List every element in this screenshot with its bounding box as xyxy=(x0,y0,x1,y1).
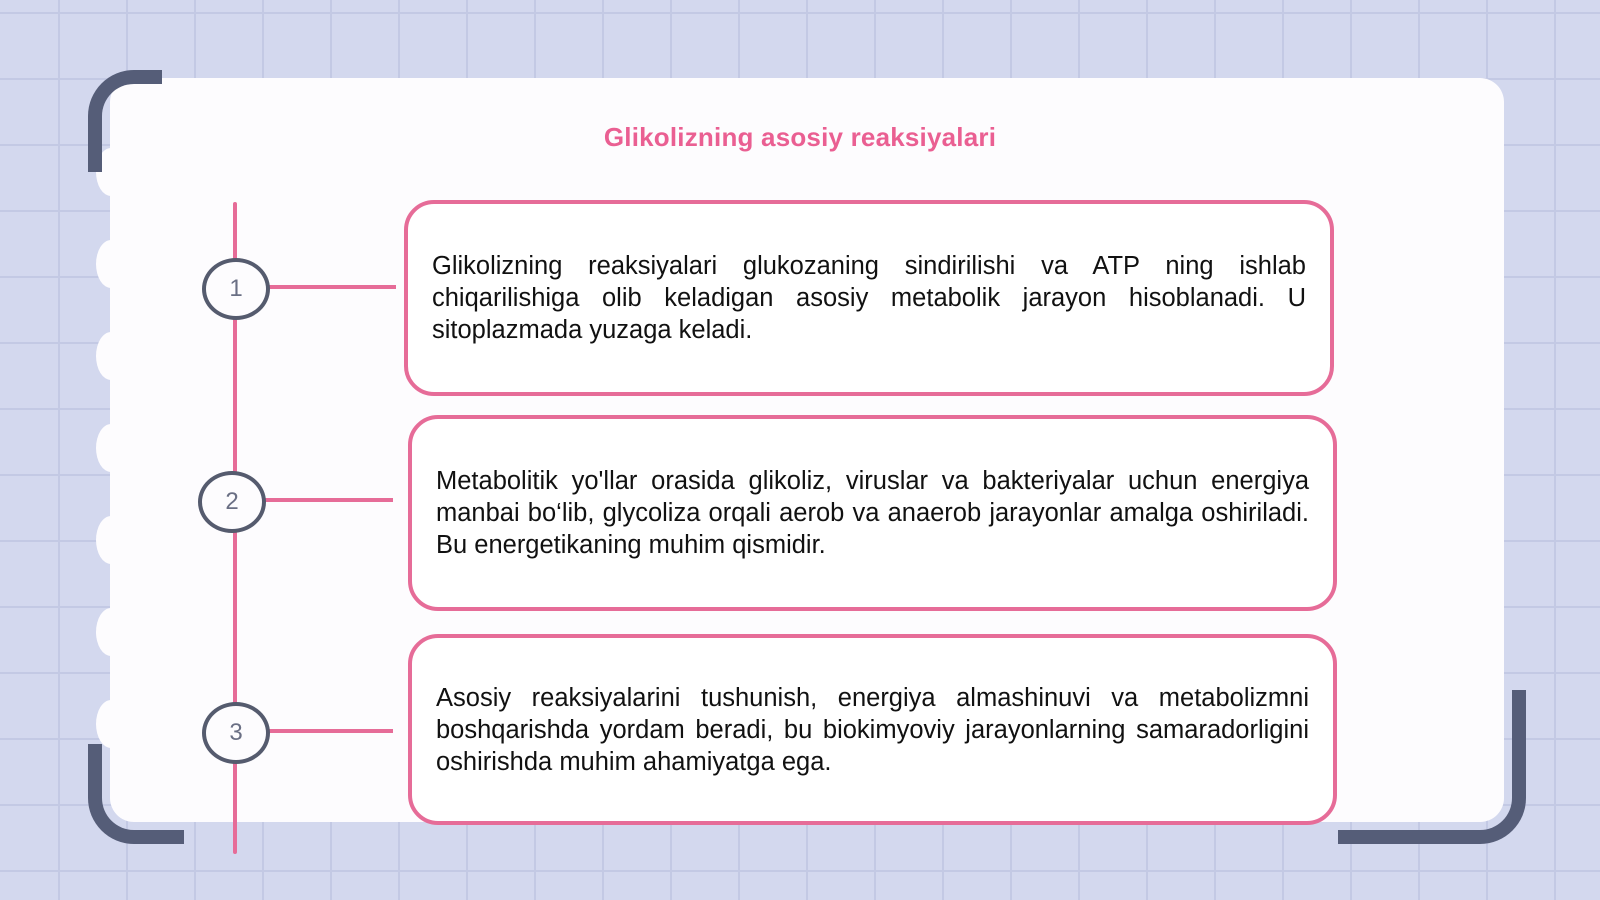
step-number-circle xyxy=(198,471,266,533)
paper-scallop xyxy=(96,424,126,472)
step-number: 3 xyxy=(229,719,243,746)
timeline-connector xyxy=(268,729,393,733)
corner-bracket-bottom-left-icon xyxy=(88,744,184,844)
timeline-connector xyxy=(268,285,396,289)
paper-scallop xyxy=(96,608,126,656)
paper-scallop xyxy=(96,240,126,288)
paper-scallop xyxy=(96,700,126,748)
step-number: 1 xyxy=(229,275,243,302)
slide-title: Glikolizning asosiy reaksiyalari xyxy=(603,122,997,152)
paper-scallop xyxy=(96,332,126,380)
timeline-connector xyxy=(264,498,393,502)
step-text: Glikolizning reaksiyalari glukozaning sindirilishi va ATP ning ishlab chiqarilishiga olib keladigan asosiy metabolik jarayon hisoblanadi. U sitoplazmada yuzaga keladi. xyxy=(432,252,1306,344)
step-card xyxy=(404,200,1334,396)
step-text: Asosiy reaksiyalarini tushunish, energiya almashinuvi va metabolizmni boshqarishda yordam beradi, bu biokimyoviy jarayonlarning samaradorligini oshirishda muhim ahamiyatga ega. xyxy=(436,683,1309,776)
step-card xyxy=(408,634,1337,825)
step-number-circle xyxy=(202,702,270,764)
step-number: 2 xyxy=(225,488,239,515)
corner-bracket-bottom-right-icon xyxy=(1338,690,1526,844)
step-card xyxy=(408,415,1337,611)
step-text: Metabolitik yo'llar orasida glikoliz, viruslar va bakteriyalar uchun energiya manbai bo‘lib, glycoliza orqali aerob va anaerob jarayonlar amalga oshiriladi. Bu energetikaning muhim qismidir. xyxy=(436,467,1309,559)
step-number-circle xyxy=(202,258,270,320)
corner-bracket-top-left-icon xyxy=(88,70,162,172)
paper-scallop xyxy=(96,516,126,564)
